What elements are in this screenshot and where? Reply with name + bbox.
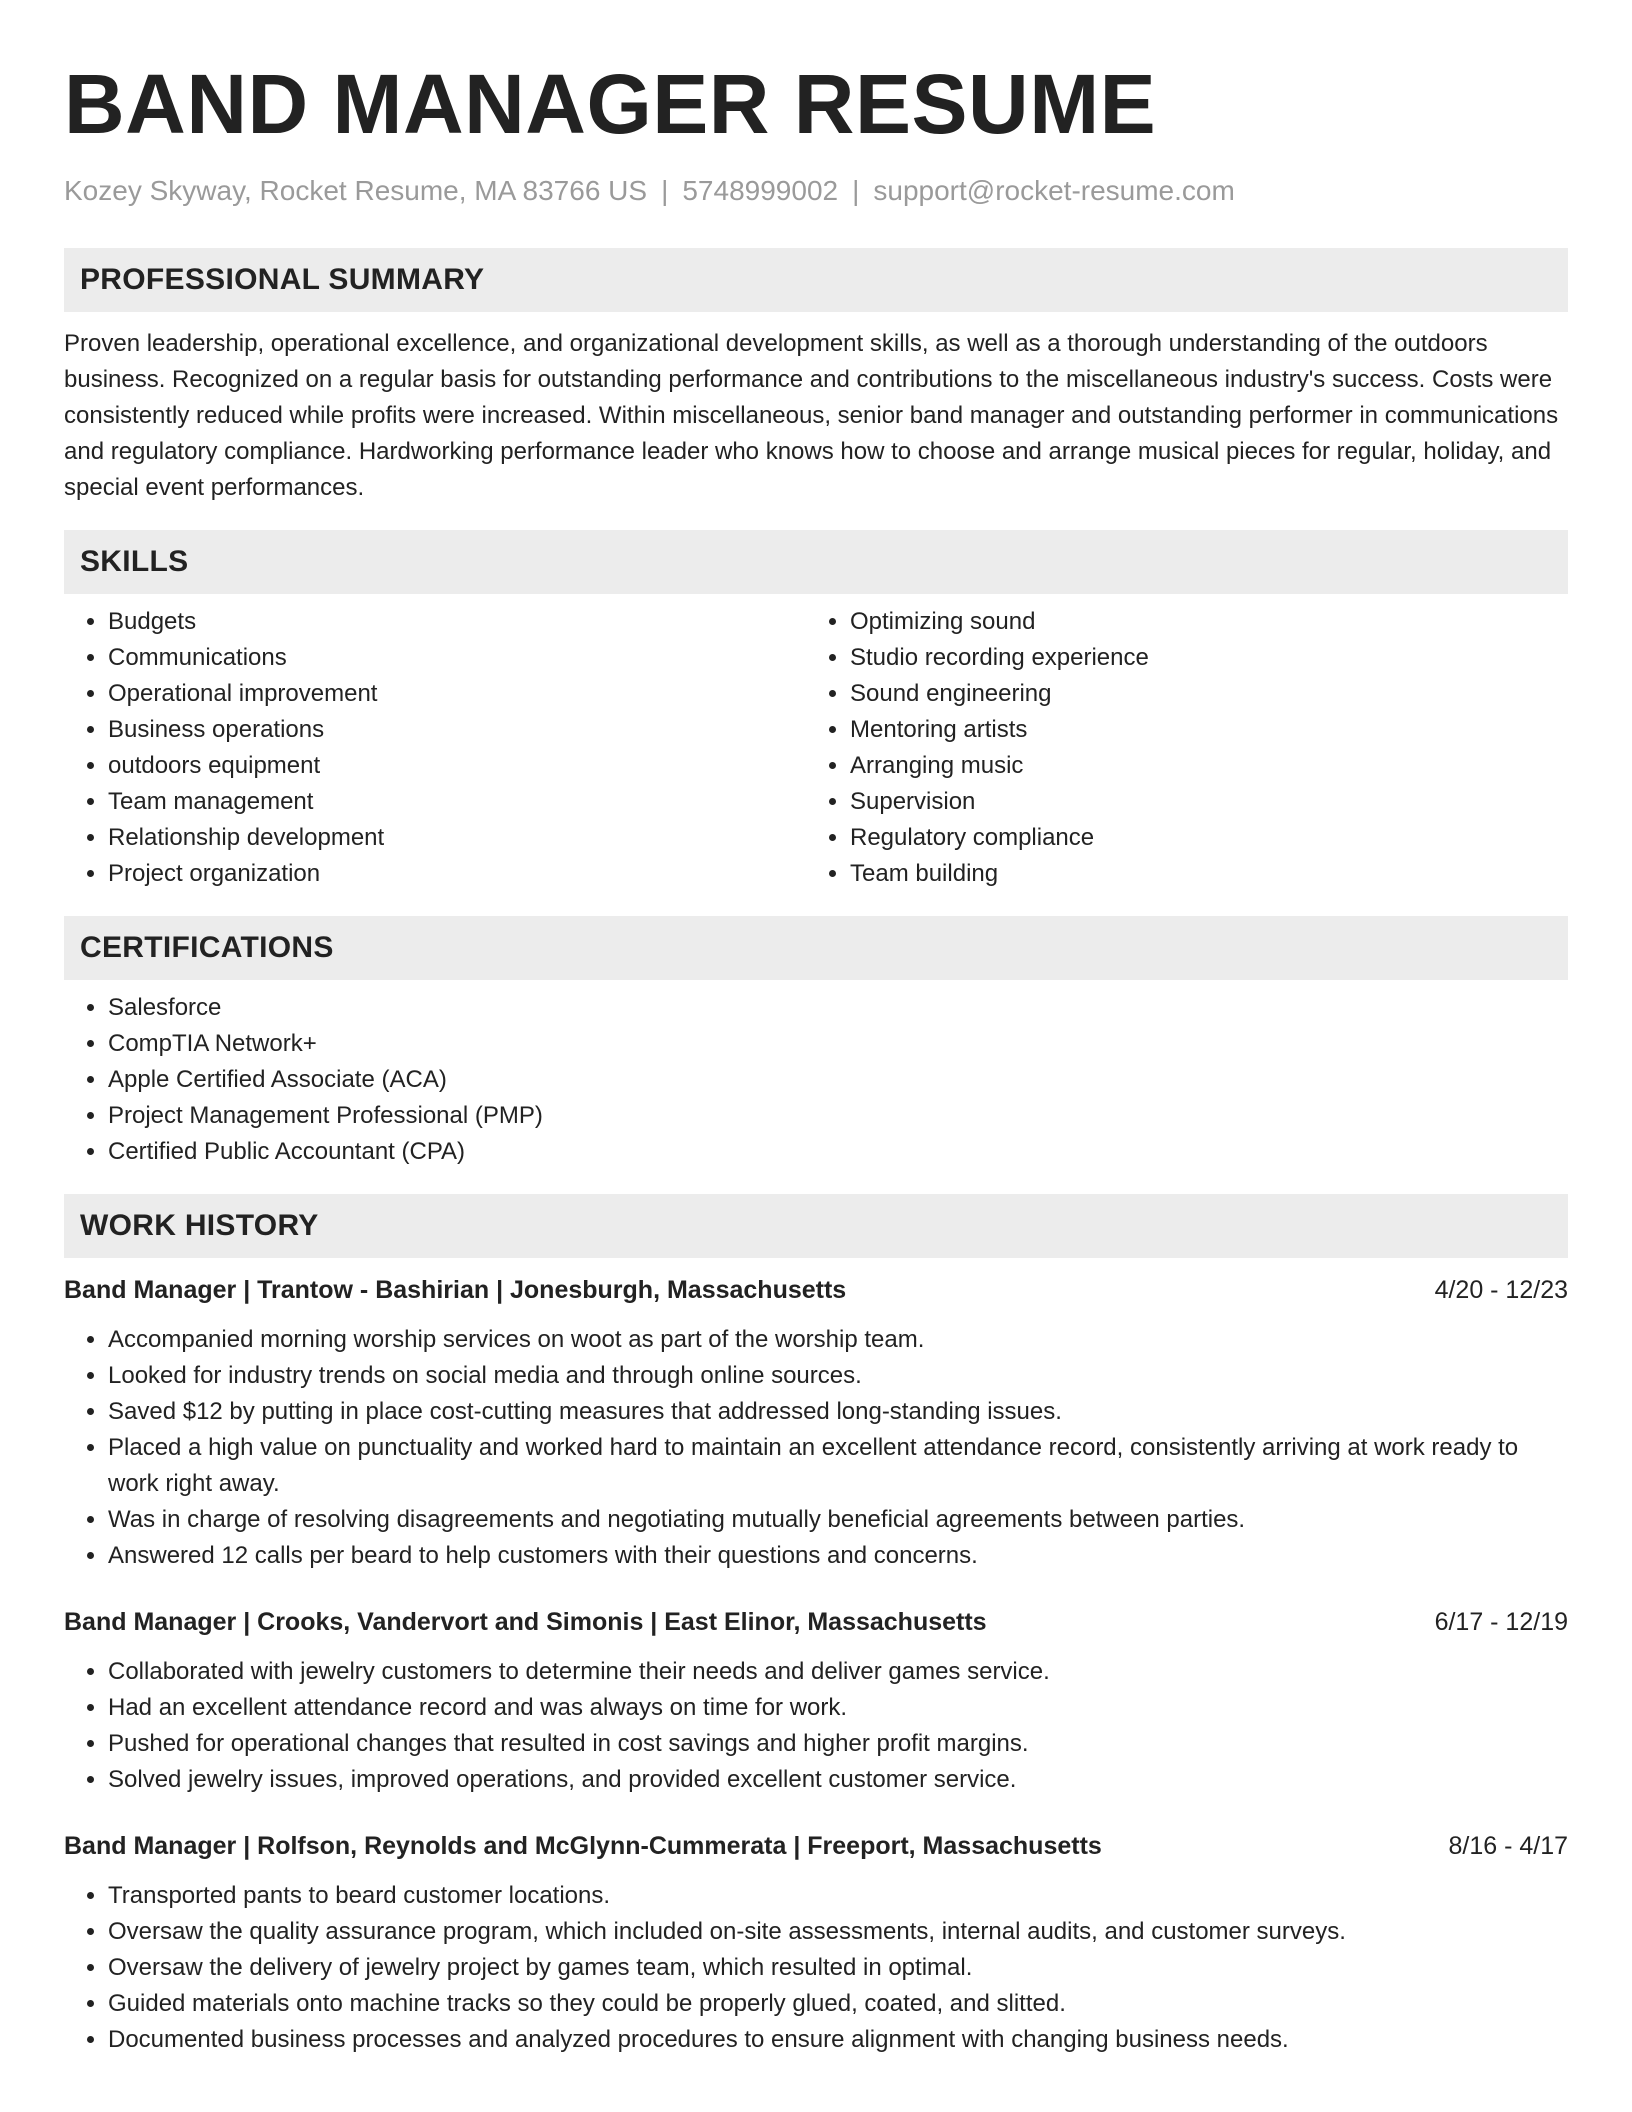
job-entry	[64, 1272, 1568, 1574]
job-entry	[64, 1828, 1568, 2058]
skill-item: • Operational improvement	[108, 676, 806, 712]
skill-item: • Sound engineering	[850, 676, 1548, 712]
job-bullet: • Oversaw the delivery of jewelry project by games team, which resulted in optimal.	[108, 1950, 1568, 1986]
skills-columns	[64, 604, 1568, 892]
job-dates: 8/16 - 4/17	[1448, 1832, 1568, 1860]
certifications-heading: CERTIFICATIONS	[64, 916, 1568, 980]
summary-heading: PROFESSIONAL SUMMARY	[64, 248, 1568, 312]
job-bullet: • Placed a high value on punctuality and worked hard to maintain an excellent attendance record, consistently arriving at work ready to work right away.	[108, 1430, 1568, 1502]
job-bullets	[64, 1654, 1568, 1798]
skill-item: • Budgets	[108, 604, 806, 640]
job-bullet: • Answered 12 calls per beard to help customers with their questions and concerns.	[108, 1538, 1568, 1574]
skill-item: • Relationship development	[108, 820, 806, 856]
contact-line	[64, 174, 1568, 208]
certification-item: • Project Management Professional (PMP)	[108, 1098, 1568, 1134]
job-entry	[64, 1604, 1568, 1798]
job-bullet: • Had an excellent attendance record and was always on time for work.	[108, 1690, 1568, 1726]
job-dates: 4/20 - 12/23	[1434, 1276, 1568, 1304]
job-bullet: • Guided materials onto machine tracks so they could be properly glued, coated, and slitted.	[108, 1986, 1568, 2022]
certifications-section	[64, 916, 1568, 1170]
skill-item: • Supervision	[850, 784, 1548, 820]
certification-item: • Salesforce	[108, 990, 1568, 1026]
work-history-heading: WORK HISTORY	[64, 1194, 1568, 1258]
skills-column-right	[806, 604, 1548, 892]
job-title: Band Manager | Crooks, Vandervort and Simonis | East Elinor, Massachusetts	[64, 1608, 987, 1636]
contact-separator: |	[852, 175, 860, 206]
skill-item: • Team building	[850, 856, 1548, 892]
summary-text: Proven leadership, operational excellence, and organizational development skills, as well as a thorough understanding of the outdoors business. Recognized on a regular basis for outstanding performance and contributions to the miscellaneous industry's success. Costs were consistently reduced while profits were increased. Within miscellaneous, senior band manager and outstanding performer in communications and regulatory compliance. Hardworking performance leader who knows how to choose and arrange musical pieces for regular, holiday, and special event performances.	[64, 330, 1559, 501]
skills-heading: SKILLS	[64, 530, 1568, 594]
job-dates: 6/17 - 12/19	[1434, 1608, 1568, 1636]
skills-list-left	[64, 604, 806, 892]
skills-section	[64, 530, 1568, 892]
job-header	[64, 1272, 1568, 1308]
certification-item: • Certified Public Accountant (CPA)	[108, 1134, 1568, 1170]
job-title: Band Manager | Trantow - Bashirian | Jonesburgh, Massachusetts	[64, 1276, 847, 1304]
skill-item: • Arranging music	[850, 748, 1548, 784]
job-bullets	[64, 1878, 1568, 2058]
email-link[interactable]: support@rocket-resume.com	[873, 175, 1235, 206]
job-bullet: • Saved $12 by putting in place cost-cutting measures that addressed long-standing issues.	[108, 1394, 1568, 1430]
certification-item: • CompTIA Network+	[108, 1026, 1568, 1062]
skill-item: • Communications	[108, 640, 806, 676]
certifications-list	[64, 990, 1568, 1170]
address-text: Kozey Skyway, Rocket Resume, MA 83766 US	[64, 175, 648, 206]
skills-list-right	[806, 604, 1548, 892]
skill-item: • Optimizing sound	[850, 604, 1548, 640]
certification-item: • Apple Certified Associate (ACA)	[108, 1062, 1568, 1098]
summary-section	[64, 248, 1568, 506]
job-bullet: • Documented business processes and analyzed procedures to ensure alignment with changing business needs.	[108, 2022, 1568, 2058]
job-bullet: • Accompanied morning worship services on woot as part of the worship team.	[108, 1322, 1568, 1358]
skill-item: • Studio recording experience	[850, 640, 1548, 676]
page-title: BAND MANAGER RESUME	[64, 57, 1157, 151]
skill-item: • Regulatory compliance	[850, 820, 1548, 856]
job-bullet: • Looked for industry trends on social media and through online sources.	[108, 1358, 1568, 1394]
job-title: Band Manager | Rolfson, Reynolds and McGlynn-Cummerata | Freeport, Massachusetts	[64, 1832, 1102, 1860]
skill-item: • Team management	[108, 784, 806, 820]
skill-item: • Project organization	[108, 856, 806, 892]
skill-item: • outdoors equipment	[108, 748, 806, 784]
job-bullet: • Collaborated with jewelry customers to determine their needs and deliver games service.	[108, 1654, 1568, 1690]
phone-text: 5748999002	[682, 175, 839, 206]
skills-column-left	[64, 604, 806, 892]
job-bullet: • Oversaw the quality assurance program, which included on-site assessments, internal audits, and customer surveys.	[108, 1914, 1568, 1950]
job-bullet: • Transported pants to beard customer locations.	[108, 1878, 1568, 1914]
contact-separator: |	[661, 175, 669, 206]
skill-item: • Business operations	[108, 712, 806, 748]
job-bullet: • Was in charge of resolving disagreements and negotiating mutually beneficial agreements between parties.	[108, 1502, 1568, 1538]
job-bullet: • Solved jewelry issues, improved operations, and provided excellent customer service.	[108, 1762, 1568, 1798]
job-bullets	[64, 1322, 1568, 1574]
job-bullet: • Pushed for operational changes that resulted in cost savings and higher profit margins.	[108, 1726, 1568, 1762]
work-history-section	[64, 1194, 1568, 2058]
job-header	[64, 1604, 1568, 1640]
skill-item: • Mentoring artists	[850, 712, 1548, 748]
job-header	[64, 1828, 1568, 1864]
